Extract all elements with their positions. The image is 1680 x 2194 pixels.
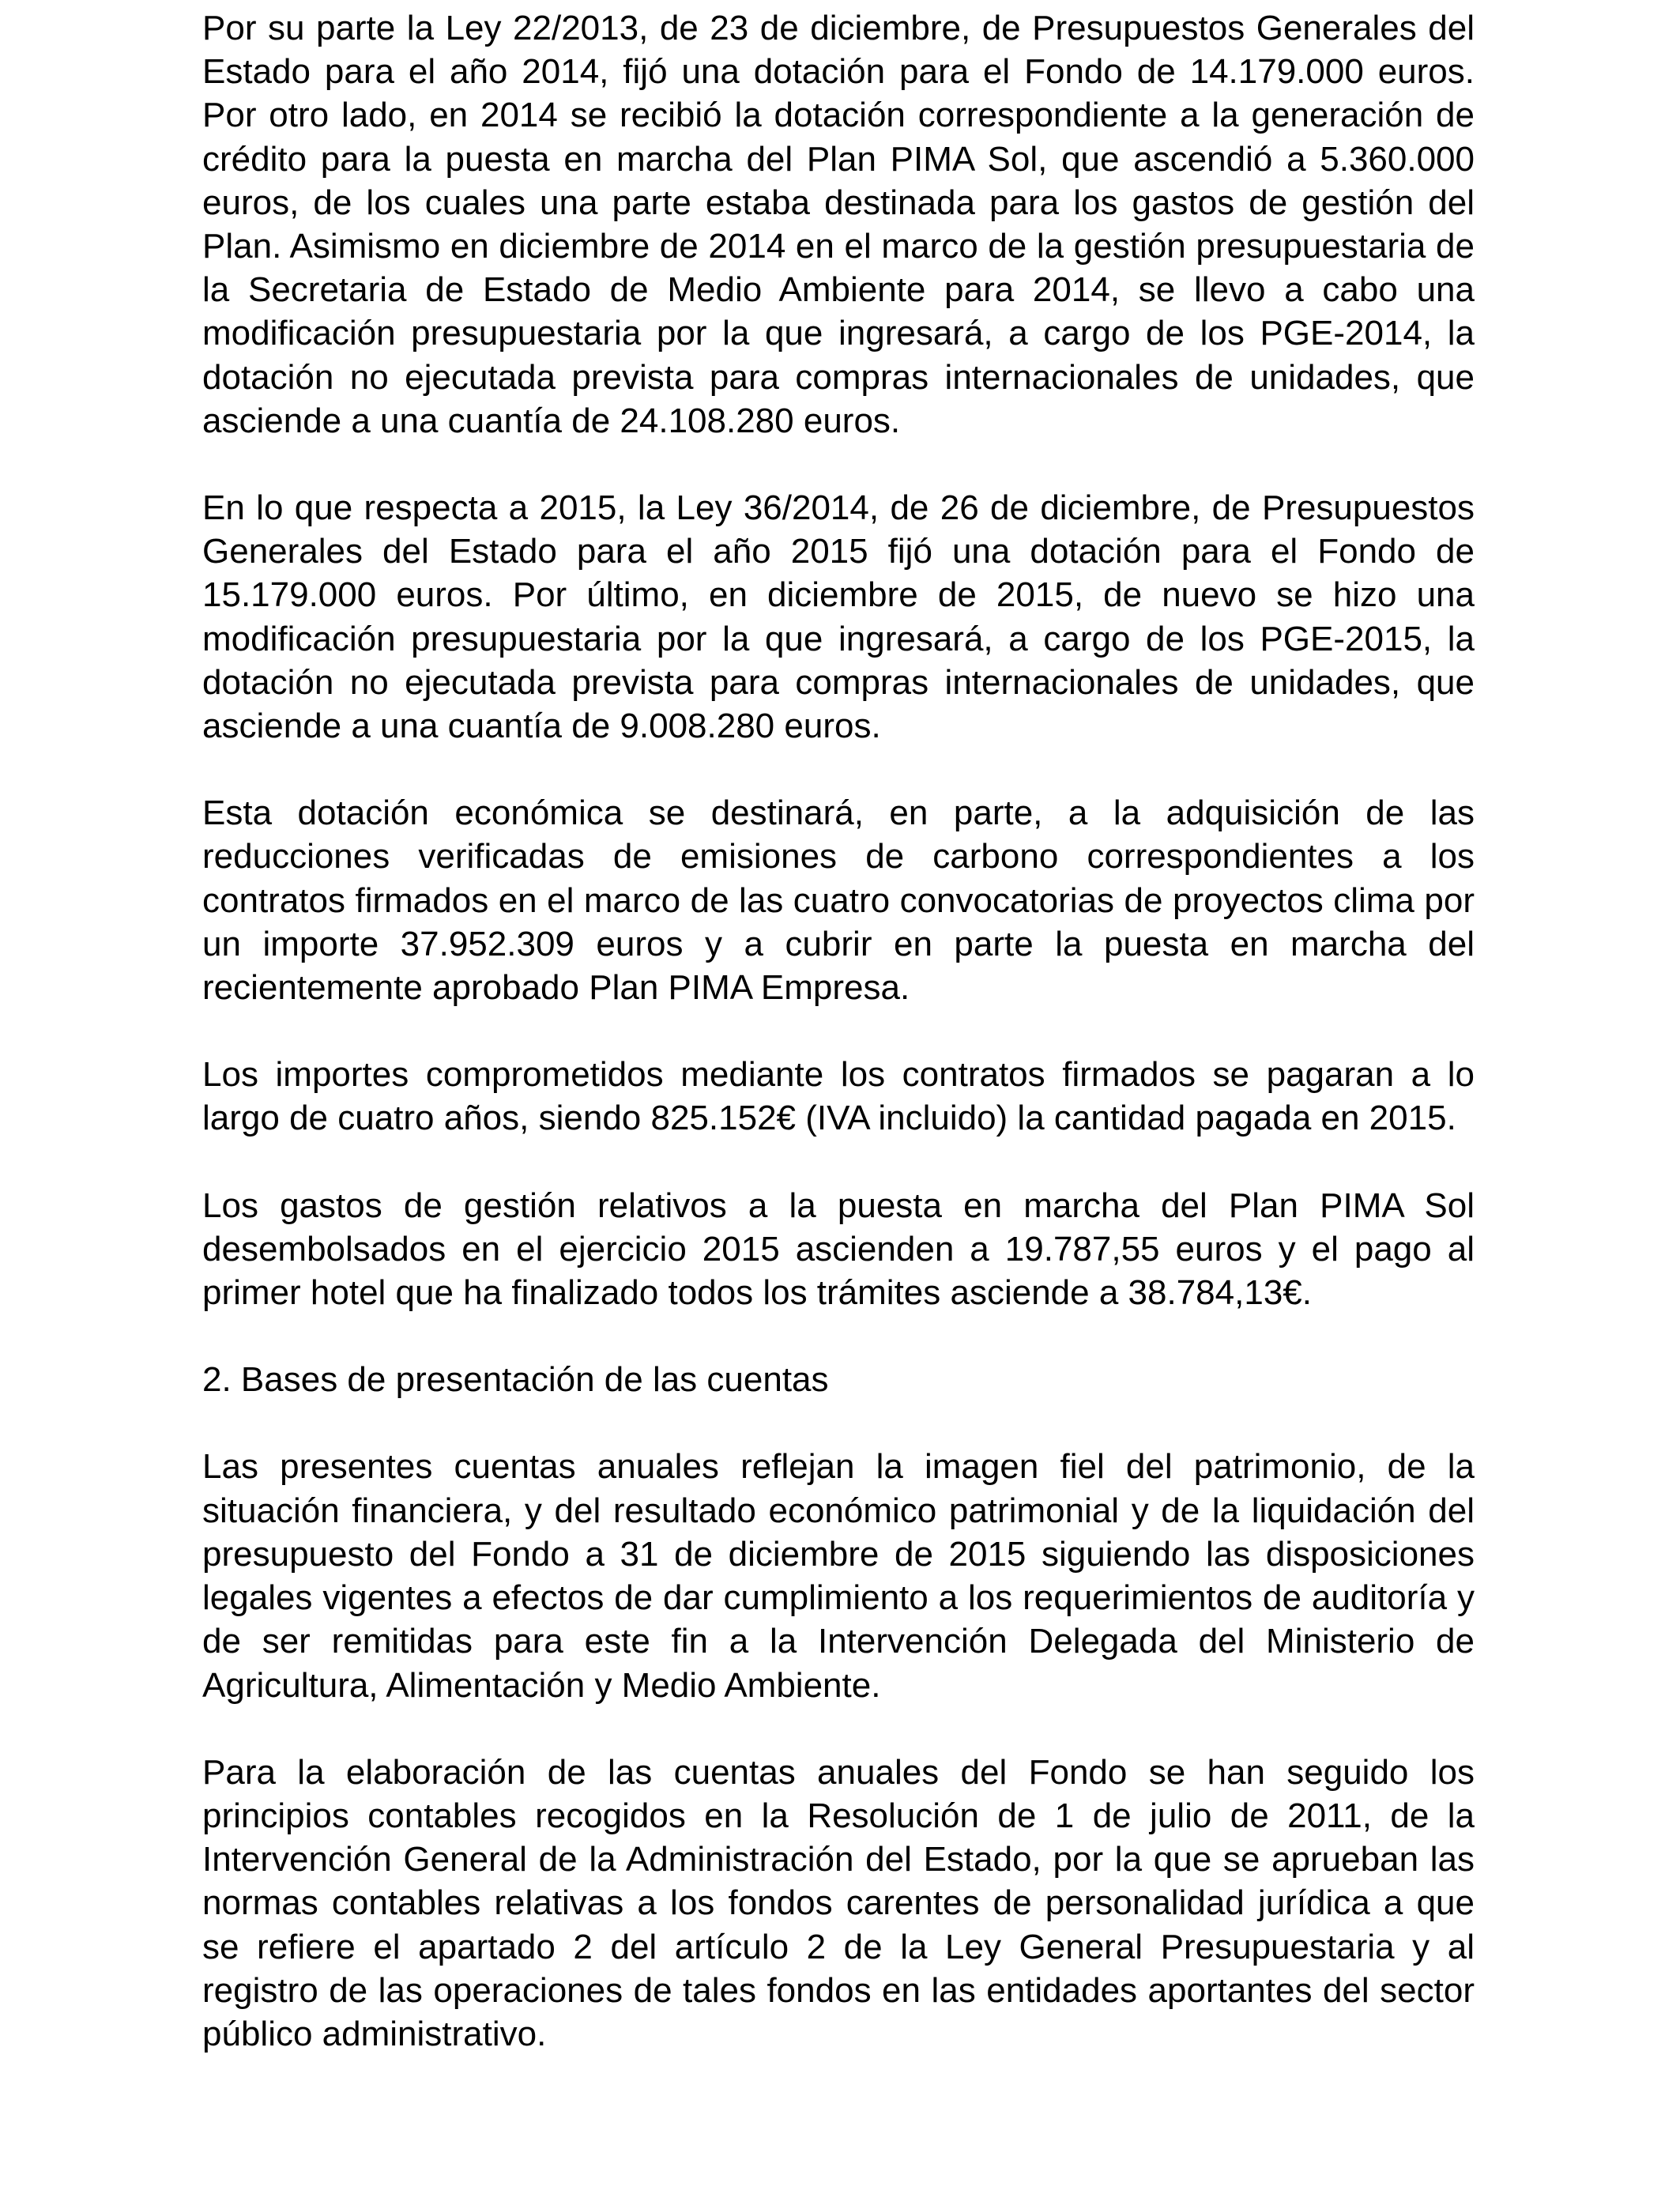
- paragraph-importes-comprometidos: Los importes comprometidos mediante los contratos firmados se pagaran a lo largo de cuatro años, siendo 825.152€ (IVA incluido) la cantidad pagada en 2015.: [202, 1055, 1475, 1138]
- paragraph-principios-contables: Para la elaboración de las cuentas anuales del Fondo se han seguido los principios contables recogidos en la Resolución de 1 de julio de 2011, de la Intervención General de la Administración del Estado, por la que se aprueban las normas contables relativas a los fondos carentes de personalidad jurídica a que se refiere el apartado 2 del artículo 2 de la Ley General Presupuestaria y al registro de las operaciones de tales fondos en las entidades aportantes del sector público administrativo.: [202, 1752, 1475, 2053]
- paragraph-gastos-gestion: Los gastos de gestión relativos a la puesta en marcha del Plan PIMA Sol desembolsados en el ejercicio 2015 ascienden a 19.787,55 euros y el pago al primer hotel que ha finalizado todos los trámites asciende a 38.784,13€.: [202, 1186, 1475, 1313]
- paragraph-imagen-fiel: Las presentes cuentas anuales reflejan la imagen fiel del patrimonio, de la situación financiera, y del resultado económico patrimonial y de la liquidación del presupuesto del Fondo a 31 de diciembre de 2015 siguiendo las disposiciones legales vigentes a efectos de dar cumplimiento a los requerimientos de auditoría y de ser remitidas para este fin a la Intervención Delegada del Ministerio de Agricultura, Alimentación y Medio Ambiente.: [202, 1447, 1475, 1705]
- paragraph-dotacion-2015: En lo que respecta a 2015, la Ley 36/2014, de 26 de diciembre, de Presupuestos Generales del Estado para el año 2015 fijó una dotación para el Fondo de 15.179.000 euros. Por último, en diciembre de 2015, de nuevo se hizo una modificación presupuestaria por la que ingresará, a cargo de los PGE-2015, la dotación no ejecutada prevista para compras internacionales de unidades, que asciende a una cuantía de 9.008.280 euros.: [202, 488, 1475, 746]
- section-heading: 2. Bases de presentación de las cuentas: [202, 1360, 829, 1400]
- document-page: [202, 6, 1475, 2099]
- paragraph-dotacion-2014: Por su parte la Ley 22/2013, de 23 de diciembre, de Presupuestos Generales del Estado para el año 2014, fijó una dotación para el Fondo de 14.179.000 euros. Por otro lado, en 2014 se recibió la dotación correspondiente a la generación de crédito para la puesta en marcha del Plan PIMA Sol, que ascendió a 5.360.000 euros, de los cuales una parte estaba destinada para los gastos de gestión del Plan. Asimismo en diciembre de 2014 en el marco de la gestión presupuestaria de la Secretaria de Estado de Medio Ambiente para 2014, se llevo a cabo una modificación presupuestaria por la que ingresará, a cargo de los PGE-2014, la dotación no ejecutada prevista para compras internacionales de unidades, que asciende a una cuantía de 24.108.280 euros.: [202, 9, 1475, 440]
- paragraph-destino-dotacion: Esta dotación económica se destinará, en parte, a la adquisición de las reducciones verificadas de emisiones de carbono correspondientes a los contratos firmados en el marco de las cuatro convocatorias de proyectos clima por un importe 37.952.309 euros y a cubrir en parte la puesta en marcha del recientemente aprobado Plan PIMA Empresa.: [202, 794, 1475, 1008]
